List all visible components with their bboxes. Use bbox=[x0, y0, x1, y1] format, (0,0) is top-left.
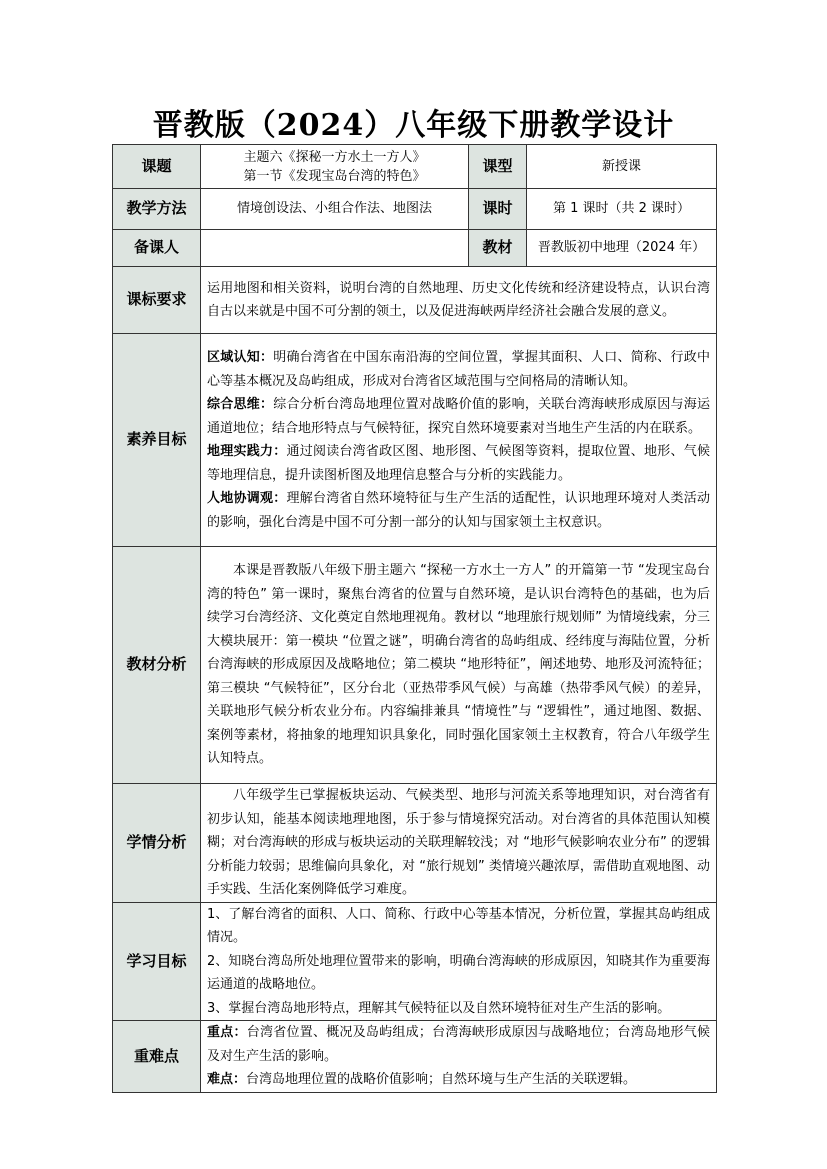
literacy-item-harmony bbox=[207, 487, 710, 534]
goal-item: 2、知晓台湾岛所处地理位置带来的影响，明确台湾海峡的形成原因，知晓其作为重要海运通道的战略地位。 bbox=[207, 953, 710, 992]
student-text: 八年级学生已掌握板块运动、气候类型、地形与河流关系等地理知识，对台湾省有初步认知，能基本阅读地理地图，乐于参与情境探究活动。对台湾省的具体范围认知模糊；对台湾海峡的形成与板块运动的关联理解较浅；对 “地形气候影响农业分布” 的逻辑分析能力较弱；思维偏向具象化，对 “旅行规划” 类情境兴趣浓厚，需借助直观地图、动手实践、生活化案例降低学习难度。 bbox=[201, 784, 717, 903]
literacy-item-region bbox=[207, 346, 710, 393]
standard-text: 运用地图和相关资料，说明台湾的自然地理、历史文化传统和经济建设特点，认识台湾自古以来就是中国不可分割的领土，以及促进海峡两岸经济社会融合发展的意义。 bbox=[201, 267, 717, 334]
key-item bbox=[207, 1021, 710, 1068]
type-value: 新授课 bbox=[527, 145, 717, 189]
lesson-plan-table bbox=[112, 144, 717, 1093]
difficult-head: 难点： bbox=[207, 1072, 247, 1087]
topic-value bbox=[201, 145, 469, 189]
difficult-text: 台湾岛地理位置的战略价值影响；自然环境与生产生活的关联逻辑。 bbox=[246, 1072, 637, 1087]
preparer-label: 备课人 bbox=[113, 230, 201, 267]
key-points bbox=[201, 1021, 717, 1093]
literacy-head: 地理实践力： bbox=[207, 444, 287, 459]
method-label: 教学方法 bbox=[113, 189, 201, 230]
student-label: 学情分析 bbox=[113, 784, 201, 903]
literacy-text: 通过阅读台湾省政区图、地形图、气候图等资料，提取位置、地形、气候等地理信息，提升读图析图及地理信息整合与分析的实践能力。 bbox=[207, 444, 710, 483]
literacy-item-thinking bbox=[207, 393, 710, 440]
literacy-head: 人地协调观： bbox=[207, 491, 287, 506]
goal-label: 学习目标 bbox=[113, 902, 201, 1021]
period-value: 第 1 课时（共 2 课时） bbox=[527, 189, 717, 230]
material-text: 本课是晋教版八年级下册主题六 “探秘一方水土一方人” 的开篇第一节 “发现宝岛台湾的特色” 第一课时，聚焦台湾省的位置与自然环境，是认识台湾特色的基础，也为后续学习台湾经济、文化奠定自然地理视角。教材以 “地理旅行规划师” 为情境线索，分三大模块展开：第一模块 “位置之谜”，明确台湾省的岛屿组成、经纬度与海陆位置，分析台湾海峡的形成原因及战略地位；第二模块 “地形特征”，阐述地势、地形及河流特征；第三模块 “气候特征”，区分台北（亚热带季风气候）与高雄（热带季风气候）的差异，关联地形气候分析农业分布。内容编排兼具 “情境性”与 “逻辑性”，通过地图、数据、案例等素材，将抽象的地理知识具象化，同时强化国家领土主权教育，符合八年级学生认知特点。 bbox=[201, 547, 717, 784]
goal-item: 3、掌握台湾岛地形特点，理解其气候特征以及自然环境特征对生产生活的影响。 bbox=[207, 1000, 671, 1016]
difficult-item bbox=[207, 1068, 710, 1092]
literacy-head: 区域认知： bbox=[207, 350, 274, 365]
literacy-label: 素养目标 bbox=[113, 334, 201, 547]
material-label: 教材分析 bbox=[113, 547, 201, 784]
literacy-text: 综合分析台湾岛地理位置对战略价值的影响，关联台湾海峡形成原因与海运通道地位；结合地形特点与气候特征，探究自然环境要素对当地生产生活的内在联系。 bbox=[207, 397, 710, 436]
literacy-item-practice bbox=[207, 440, 710, 487]
method-value: 情境创设法、小组合作法、地图法 bbox=[201, 189, 469, 230]
topic-label: 课题 bbox=[113, 145, 201, 189]
topic-line-2: 第一节《发现宝岛台湾的特色》 bbox=[243, 168, 426, 184]
type-label: 课型 bbox=[469, 145, 527, 189]
literacy-text: 明确台湾省在中国东南沿海的空间位置，掌握其面积、人口、简称、行政中心等基本概况及岛屿组成，形成对台湾省区域范围与空间格局的清晰认知。 bbox=[207, 350, 710, 389]
goal-item: 1、了解台湾省的面积、人口、简称、行政中心等基本情况，分析位置，掌握其岛屿组成情况。 bbox=[207, 906, 710, 945]
topic-line-1: 主题六《探秘一方水土一方人》 bbox=[243, 149, 426, 165]
learning-goals bbox=[201, 902, 717, 1021]
page-title: 晋教版（2024）八年级下册教学设计 bbox=[152, 108, 675, 143]
key-text: 台湾省位置、概况及岛屿组成；台湾海峡形成原因与战略地位；台湾岛地形气候及对生产生活的影响。 bbox=[207, 1025, 710, 1064]
period-label: 课时 bbox=[469, 189, 527, 230]
textbook-label: 教材 bbox=[469, 230, 527, 267]
textbook-value: 晋教版初中地理（2024 年） bbox=[527, 230, 717, 267]
literacy-goals bbox=[201, 334, 717, 547]
key-label: 重难点 bbox=[113, 1021, 201, 1093]
standard-label: 课标要求 bbox=[113, 267, 201, 334]
literacy-text: 理解台湾省自然环境特征与生产生活的适配性，认识地理环境对人类活动的影响，强化台湾是中国不可分割一部分的认知与国家领土主权意识。 bbox=[207, 491, 710, 530]
key-head: 重点： bbox=[207, 1025, 247, 1040]
preparer-value bbox=[201, 230, 469, 267]
literacy-head: 综合思维： bbox=[207, 397, 274, 412]
